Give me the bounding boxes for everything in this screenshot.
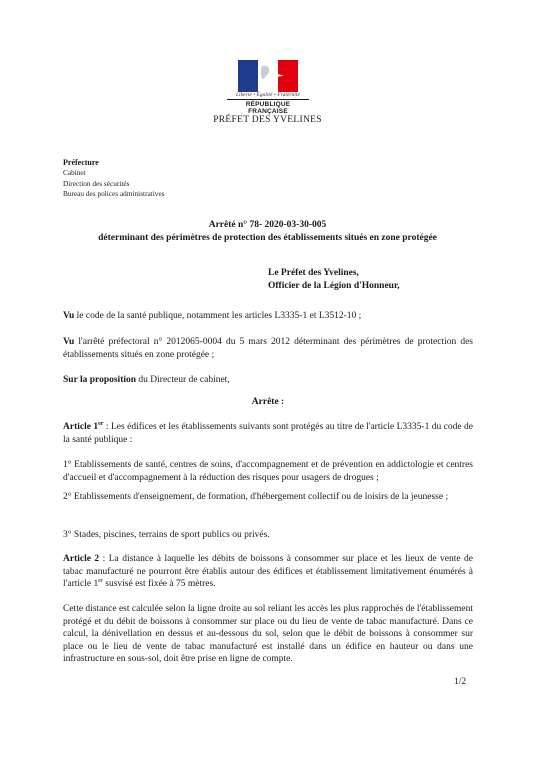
article-2-text-a: : La distance à laquelle les débits de boissons à consommer sur place et les lieux de vente de tabac manufacturé ne pourront être établis autour des édifices et établissement limitativement énumérés à l'article 1	[63, 554, 473, 590]
service-prefecture: Préfecture	[63, 158, 99, 167]
article-2-text-b: susvisé est fixée à 75 mètres.	[102, 579, 216, 590]
motto: Liberté • Égalité • Fraternité	[236, 93, 300, 98]
vu-lead: Vu	[63, 337, 75, 347]
vu-paragraph-1	[63, 310, 473, 323]
arrete-number: Arrêté n° 78- 2020-03-30-005	[208, 220, 327, 230]
article-1-text: : Les édifices et les établissements suivants sont protégés au titre de l'article L3335-1 du code de la santé publique :	[63, 422, 473, 445]
service-bureau: Bureau des polices administratives	[63, 189, 165, 198]
signer-line-2: Officier de la Légion d'Honneur,	[268, 281, 400, 291]
marianne-icon	[238, 60, 298, 92]
article-1-label: Article 1er	[63, 420, 104, 432]
signer-block	[268, 267, 400, 293]
proposition-text: du Directeur de cabinet,	[136, 375, 230, 385]
article-2-label: Article 2	[63, 554, 100, 564]
vu-paragraph-2	[63, 336, 473, 361]
arrete-title	[0, 219, 535, 244]
republic-label: RÉPUBLIQUE FRANÇAISE	[227, 99, 309, 115]
article-1-item-3: 3° Stades, piscines, terrains de sport publics ou privés.	[63, 530, 270, 540]
prefect-heading: PRÉFET DES YVELINES	[213, 115, 322, 125]
vu-text: le code de la santé publique, notamment les articles L3335-1 et L3512-10 ;	[74, 311, 362, 321]
page-number: 1/2	[454, 677, 467, 687]
service-direction: Direction des sécurités	[63, 178, 130, 188]
arrete-subject: déterminant des périmètres de protection des établissements situés en zone protégée	[98, 232, 437, 243]
service-cabinet: Cabinet	[63, 168, 86, 177]
article-1-item-2: 2° Etablissements d'enseignement, de formation, d'hébergement collectif ou de loisirs de la jeunesse ;	[63, 492, 449, 502]
article-2-sup: er	[98, 578, 103, 585]
article-1-item-1: 1° Etablissements de santé, centres de soins, d'accompagnement et de prévention en addictologie et centres d'accueil et d'accompagnement à la réduction des risques pour usagers de drogues ;	[63, 460, 473, 483]
article-1	[63, 421, 473, 446]
article-2-paragraph-2: Cette distance est calculée selon la ligne droite au sol reliant les accès les plus rapprochés de l'établissement protégé et du débit de boissons à consommer sur place ou du lieu de vente de tabac manufacturé. Dans ce calcul, la dénivellation en dessus et au-dessous du sol, selon que le débit de boissons à consommer sur place ou le lieu de vente de tabac manufacturé est installé dans un édifice en hauteur ou dans une infrastructure en sous-sol, doit être prise en ligne de compte.	[63, 604, 473, 665]
vu-lead: Vu	[63, 311, 75, 321]
republic-logo	[227, 60, 309, 115]
signer-line-1: Le Préfet des Yvelines,	[268, 268, 359, 278]
vu-text: l'arrêté préfectoral n° 2012065-0004 du 5 mars 2012 déterminant des périmètres de protection des établissements situés en zone protégée ;	[63, 337, 473, 360]
proposition-paragraph	[63, 374, 473, 387]
arrete-label: Arrête :	[251, 397, 285, 407]
article-2	[63, 553, 473, 591]
proposition-lead: Sur la proposition	[63, 375, 137, 385]
services-block	[63, 157, 165, 200]
